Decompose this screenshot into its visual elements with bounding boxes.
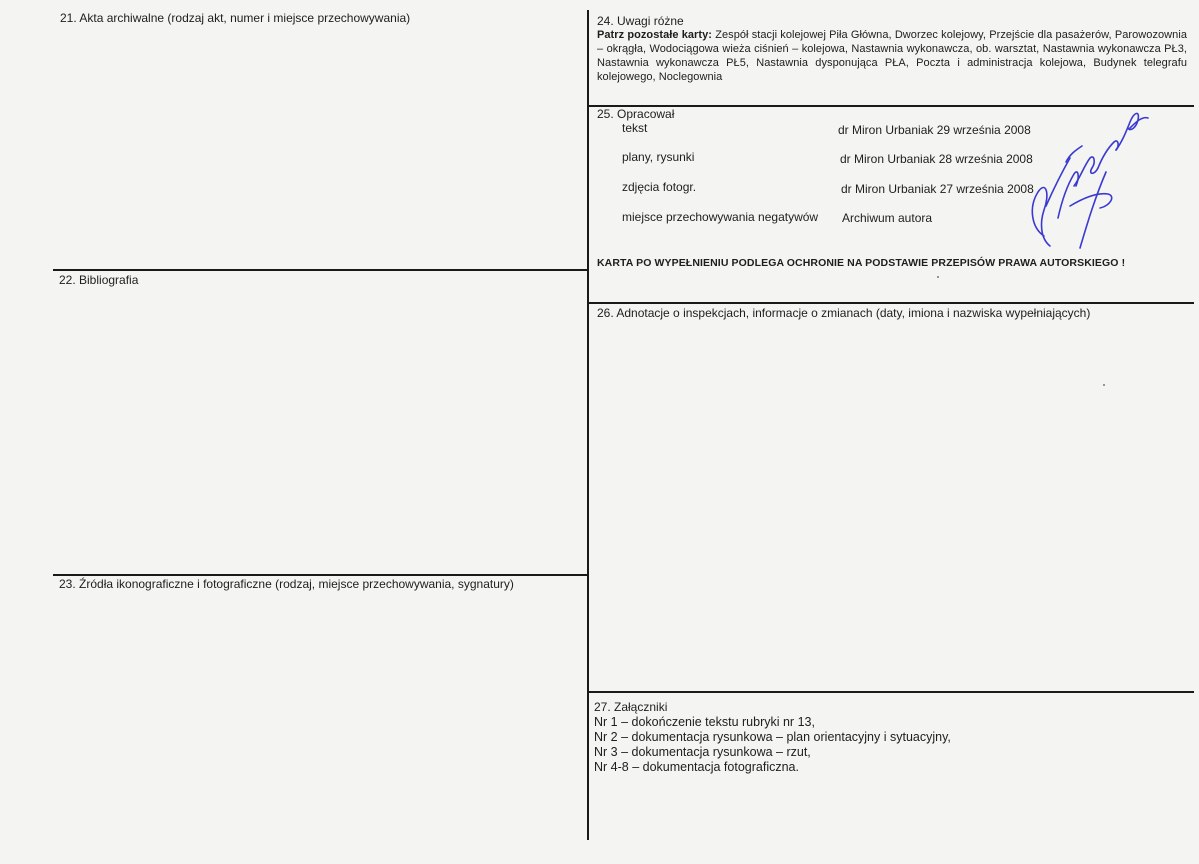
section-24-bold-prefix: Patrz pozostałe karty:: [597, 29, 712, 41]
author-row-key: plany, rysunki: [622, 150, 695, 164]
attachment-item: Nr 4-8 – dokumentacja fotograficzna.: [594, 760, 799, 774]
section-27: [594, 700, 951, 775]
author-row-key: tekst: [622, 121, 648, 135]
scan-speck: [937, 276, 939, 278]
divider-25-26: [589, 302, 1194, 304]
divider-22-23: [53, 574, 589, 576]
section-26-label: 26. Adnotacje o inspekcjach, informacje o zmianach (daty, imiona i nazwiska wypełniających): [597, 306, 1091, 320]
author-row-value: dr Miron Urbaniak 27 września 2008: [841, 182, 1034, 196]
section-24-label: 24. Uwagi różne: [597, 14, 684, 28]
section-24-body: [597, 28, 1187, 84]
author-row-key: miejsce przechowywania negatywów: [622, 210, 819, 224]
section-25-label: 25. Opracował: [597, 107, 675, 121]
author-row-value: dr Miron Urbaniak 28 września 2008: [840, 152, 1033, 166]
attachment-item: Nr 2 – dokumentacja rysunkowa – plan orientacyjny i sytuacyjny,: [594, 730, 951, 744]
section-24: [597, 14, 1187, 84]
attachment-item: Nr 1 – dokończenie tekstu rubryki nr 13,: [594, 715, 815, 729]
handwritten-signature: [1010, 88, 1160, 268]
author-row-value: dr Miron Urbaniak 29 września 2008: [838, 123, 1031, 137]
section-23-label: 23. Źródła ikonograficzne i fotograficzne (rodzaj, miejsce przechowywania, sygnatury): [59, 577, 514, 591]
copyright-notice: KARTA PO WYPEŁNIENIU PODLEGA OCHRONIE NA PODSTAWIE PRZEPISÓW PRAWA AUTORSKIEGO !: [597, 257, 1126, 269]
divider-vertical: [587, 10, 589, 840]
divider-21-22: [53, 269, 589, 271]
section-27-label: 27. Załączniki: [594, 700, 668, 714]
attachment-item: Nr 3 – dokumentacja rysunkowa – rzut,: [594, 745, 811, 759]
section-22-label: 22. Bibliografia: [59, 273, 139, 287]
scan-speck: [1103, 384, 1105, 386]
section-24-text: Zespół stacji kolejowej Piła Główna, Dworzec kolejowy, Przejście dla pasażerów, Parowozownia – okrągła, Wodociągowa wieża ciśnień – kolejowa, Nastawnia wykonawcza, ob. warsztat, Nastawnia wykonawcza PŁ3, Nastawnia wykonawcza PŁ5, Nastawnia dysponująca PŁA, Poczta i administracja kolejowa, Budynek telegrafu kolejowego, Noclegownia: [597, 29, 1188, 83]
section-21-label: 21. Akta archiwalne (rodzaj akt, numer i miejsce przechowywania): [60, 11, 411, 25]
divider-26-27: [589, 691, 1194, 693]
author-row-value: Archiwum autora: [842, 211, 933, 225]
author-row-key: zdjęcia fotogr.: [622, 180, 697, 194]
